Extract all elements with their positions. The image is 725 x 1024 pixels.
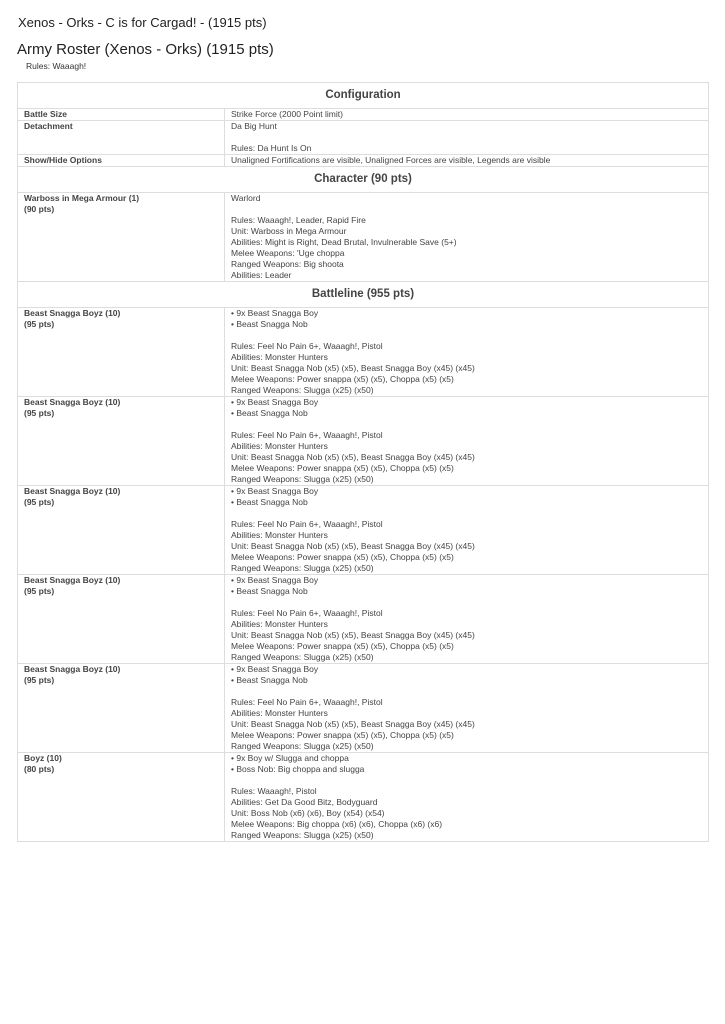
unit-melee-weapons: Melee Weapons: Power snappa (x5) (x5), Choppa (x5) (x5) xyxy=(231,730,454,740)
detachment-name: Da Big Hunt xyxy=(231,121,277,131)
unit-ranged-weapons: Ranged Weapons: Slugga (x25) (x50) xyxy=(231,563,374,573)
roster-heading: Army Roster (Xenos - Orks) (1915 pts) xyxy=(17,41,274,58)
battleline-header: Battleline (955 pts) xyxy=(18,282,709,308)
unit-melee-weapons: Melee Weapons: Power snappa (x5) (x5), Choppa (x5) (x5) xyxy=(231,463,454,473)
unit-label xyxy=(18,397,225,486)
unit-details xyxy=(225,193,709,282)
unit-label xyxy=(18,664,225,753)
unit-name: Beast Snagga Boyz (10) xyxy=(24,397,121,407)
model-entry: • 9x Boy w/ Slugga and choppa xyxy=(231,753,349,763)
unit-label xyxy=(18,308,225,397)
document-title: Xenos - Orks - C is for Cargad! - (1915 pts) xyxy=(18,15,267,30)
model-entry: • Boss Nob: Big choppa and slugga xyxy=(231,764,365,774)
unit-abilities: Abilities: Get Da Good Bitz, Bodyguard xyxy=(231,797,378,807)
unit-details xyxy=(225,308,709,397)
unit-rules: Rules: Waaagh!, Leader, Rapid Fire xyxy=(231,215,366,225)
unit-name: Warboss in Mega Armour (1) xyxy=(24,193,140,203)
unit-profile: Unit: Warboss in Mega Armour xyxy=(231,226,347,236)
config-row xyxy=(18,109,709,121)
model-entry: • 9x Beast Snagga Boy xyxy=(231,575,319,585)
unit-points: (95 pts) xyxy=(24,497,55,507)
unit-name: Beast Snagga Boyz (10) xyxy=(24,575,121,585)
section-header-row xyxy=(18,282,709,308)
unit-label xyxy=(18,753,225,842)
unit-details xyxy=(225,486,709,575)
unit-row xyxy=(18,575,709,664)
config-value xyxy=(225,121,709,155)
unit-label xyxy=(18,193,225,282)
model-entry: • Beast Snagga Nob xyxy=(231,408,308,418)
roster-rules: Rules: Waaagh! xyxy=(26,61,87,71)
config-value: Strike Force (2000 Point limit) xyxy=(225,109,709,121)
unit-details xyxy=(225,575,709,664)
unit-abilities: Abilities: Monster Hunters xyxy=(231,441,328,451)
model-entry: • 9x Beast Snagga Boy xyxy=(231,397,319,407)
unit-name: Beast Snagga Boyz (10) xyxy=(24,664,121,674)
detachment-rules: Rules: Da Hunt Is On xyxy=(231,143,312,153)
unit-rules: Rules: Waaagh!, Pistol xyxy=(231,786,317,796)
unit-name: Beast Snagga Boyz (10) xyxy=(24,308,121,318)
unit-melee-weapons: Melee Weapons: Power snappa (x5) (x5), Choppa (x5) (x5) xyxy=(231,374,454,384)
unit-points: (95 pts) xyxy=(24,408,55,418)
config-row xyxy=(18,155,709,167)
model-entry: • Beast Snagga Nob xyxy=(231,675,308,685)
config-row xyxy=(18,121,709,155)
unit-profile: Unit: Beast Snagga Nob (x5) (x5), Beast Snagga Boy (x45) (x45) xyxy=(231,719,475,729)
model-entry: • Beast Snagga Nob xyxy=(231,497,308,507)
unit-points: (90 pts) xyxy=(24,204,55,214)
unit-abilities: Abilities: Monster Hunters xyxy=(231,619,328,629)
unit-details xyxy=(225,397,709,486)
unit-ranged-weapons: Ranged Weapons: Slugga (x25) (x50) xyxy=(231,474,374,484)
unit-abilities: Abilities: Monster Hunters xyxy=(231,352,328,362)
unit-profile: Unit: Beast Snagga Nob (x5) (x5), Beast Snagga Boy (x45) (x45) xyxy=(231,630,475,640)
section-header-row xyxy=(18,167,709,193)
unit-details xyxy=(225,664,709,753)
unit-rules: Rules: Feel No Pain 6+, Waaagh!, Pistol xyxy=(231,341,383,351)
unit-points: (95 pts) xyxy=(24,675,55,685)
unit-name: Boyz (10) xyxy=(24,753,62,763)
unit-profile: Unit: Beast Snagga Nob (x5) (x5), Beast Snagga Boy (x45) (x45) xyxy=(231,452,475,462)
character-header: Character (90 pts) xyxy=(18,167,709,193)
configuration-header: Configuration xyxy=(18,83,709,109)
model-entry: • 9x Beast Snagga Boy xyxy=(231,308,319,318)
unit-row xyxy=(18,486,709,575)
model-entry: • 9x Beast Snagga Boy xyxy=(231,486,319,496)
unit-row xyxy=(18,308,709,397)
config-label: Battle Size xyxy=(18,109,225,121)
unit-points: (95 pts) xyxy=(24,319,55,329)
unit-profile: Unit: Beast Snagga Nob (x5) (x5), Beast Snagga Boy (x45) (x45) xyxy=(231,541,475,551)
unit-row xyxy=(18,664,709,753)
config-label: Show/Hide Options xyxy=(18,155,225,167)
model-entry: • 9x Beast Snagga Boy xyxy=(231,664,319,674)
unit-ranged-weapons: Ranged Weapons: Slugga (x25) (x50) xyxy=(231,652,374,662)
unit-abilities: Abilities: Monster Hunters xyxy=(231,708,328,718)
unit-melee-weapons: Melee Weapons: Power snappa (x5) (x5), Choppa (x5) (x5) xyxy=(231,552,454,562)
unit-abilities-secondary: Abilities: Leader xyxy=(231,270,292,280)
unit-rules: Rules: Feel No Pain 6+, Waaagh!, Pistol xyxy=(231,608,383,618)
unit-name: Beast Snagga Boyz (10) xyxy=(24,486,121,496)
unit-melee-weapons: Melee Weapons: Big choppa (x6) (x6), Choppa (x6) (x6) xyxy=(231,819,443,829)
unit-details xyxy=(225,753,709,842)
unit-rules: Rules: Feel No Pain 6+, Waaagh!, Pistol xyxy=(231,430,383,440)
unit-ranged-weapons: Ranged Weapons: Big shoota xyxy=(231,259,344,269)
unit-ranged-weapons: Ranged Weapons: Slugga (x25) (x50) xyxy=(231,741,374,751)
unit-row xyxy=(18,397,709,486)
unit-ranged-weapons: Ranged Weapons: Slugga (x25) (x50) xyxy=(231,385,374,395)
unit-row xyxy=(18,193,709,282)
section-header-row xyxy=(18,83,709,109)
unit-points: (80 pts) xyxy=(24,764,55,774)
unit-abilities: Abilities: Monster Hunters xyxy=(231,530,328,540)
roster-table xyxy=(17,82,709,842)
model-entry: • Beast Snagga Nob xyxy=(231,586,308,596)
unit-row xyxy=(18,753,709,842)
unit-melee-weapons: Melee Weapons: 'Uge choppa xyxy=(231,248,345,258)
warlord-tag: Warlord xyxy=(231,193,261,203)
unit-label xyxy=(18,575,225,664)
unit-profile: Unit: Boss Nob (x6) (x6), Boy (x54) (x54) xyxy=(231,808,385,818)
unit-label xyxy=(18,486,225,575)
model-entry: • Beast Snagga Nob xyxy=(231,319,308,329)
unit-profile: Unit: Beast Snagga Nob (x5) (x5), Beast Snagga Boy (x45) (x45) xyxy=(231,363,475,373)
unit-rules: Rules: Feel No Pain 6+, Waaagh!, Pistol xyxy=(231,519,383,529)
config-label: Detachment xyxy=(18,121,225,155)
unit-points: (95 pts) xyxy=(24,586,55,596)
unit-rules: Rules: Feel No Pain 6+, Waaagh!, Pistol xyxy=(231,697,383,707)
config-value: Unaligned Fortifications are visible, Unaligned Forces are visible, Legends are visible xyxy=(225,155,709,167)
unit-abilities: Abilities: Might is Right, Dead Brutal, Invulnerable Save (5+) xyxy=(231,237,457,247)
unit-ranged-weapons: Ranged Weapons: Slugga (x25) (x50) xyxy=(231,830,374,840)
unit-melee-weapons: Melee Weapons: Power snappa (x5) (x5), Choppa (x5) (x5) xyxy=(231,641,454,651)
